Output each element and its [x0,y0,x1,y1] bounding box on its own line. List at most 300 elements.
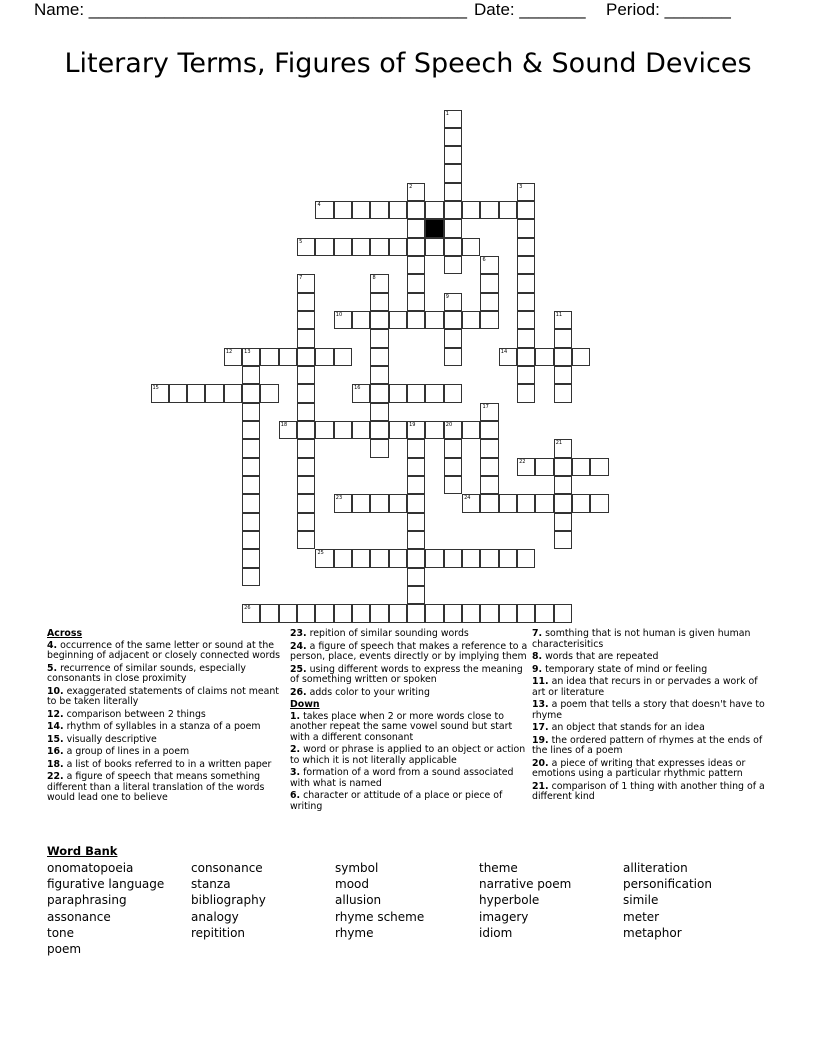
clue-number: 2 [409,183,413,190]
word-bank-item: tone [47,925,75,940]
clue-number: 6. [290,790,301,801]
clue-number: 21. [532,780,549,792]
crossword-cell[interactable] [444,183,462,201]
crossword-cell[interactable] [444,256,462,274]
crossword-cell[interactable] [462,421,480,439]
crossword-cell[interactable] [370,421,388,439]
crossword-cell[interactable] [389,494,407,512]
word-bank-item: bibliography [191,893,266,908]
crossword-cell[interactable] [444,549,462,567]
crossword-cell[interactable] [297,439,315,457]
clue-across [47,760,285,771]
crossword-cell[interactable] [480,256,498,274]
crossword-cell[interactable] [224,348,242,366]
clue-text: a figure of speech that makes a reference to a person, place, events directly or by implying them [290,640,528,662]
crossword-cell[interactable] [260,604,278,622]
crossword-cell[interactable] [554,494,572,512]
crossword-cell[interactable] [297,513,315,531]
word-bank-item: onomatopoeia [47,861,134,875]
crossword-cell[interactable] [554,384,572,402]
crossword-cell[interactable] [444,476,462,494]
clue-text: recurrence of similar sounds, especially consonants in close proximity [47,662,246,684]
crossword-cell[interactable] [334,348,352,366]
crossword-cell[interactable] [407,531,425,549]
crossword-cell[interactable] [334,201,352,219]
crossword-cell[interactable] [352,421,370,439]
word-bank-item: rhyme scheme [335,909,425,924]
crossword-cell[interactable] [407,274,425,292]
crossword-cell[interactable] [480,476,498,494]
crossword-cell[interactable] [572,494,590,512]
crossword-cell[interactable] [480,293,498,311]
crossword-cell[interactable] [407,513,425,531]
crossword-cell[interactable] [554,348,572,366]
crossword-cell[interactable] [151,384,169,402]
crossword-cell[interactable] [572,458,590,476]
crossword-cell[interactable] [425,238,443,256]
crossword-cell[interactable] [554,329,572,347]
crossword-cell[interactable] [407,476,425,494]
crossword-cell[interactable] [517,183,535,201]
crossword-cell[interactable] [334,549,352,567]
clue-text: adds color to your writing [309,686,430,698]
crossword-cell[interactable] [407,586,425,604]
crossword-cell[interactable] [297,293,315,311]
crossword-cell[interactable] [334,311,352,329]
crossword-cell[interactable] [462,238,480,256]
word-bank-item: imagery [479,909,529,924]
crossword-cell[interactable] [187,384,205,402]
word-bank-item: consonance [191,861,263,875]
clue-number: 18 [280,422,288,429]
crossword-cell[interactable] [554,366,572,384]
word-bank-item: idiom [479,925,513,940]
crossword-cell[interactable] [224,384,242,402]
clue-text: a list of books referred to in a written paper [66,758,272,770]
crossword-cell[interactable] [389,421,407,439]
crossword-cell[interactable] [480,403,498,421]
crossword-cell[interactable] [205,384,223,402]
crossword-cell[interactable] [260,348,278,366]
clue-across [290,642,528,663]
crossword-cell[interactable] [389,384,407,402]
crossword-cell[interactable] [480,604,498,622]
clue-across [290,665,528,686]
crossword-cell[interactable] [242,348,260,366]
clue-number: 9. [532,663,543,675]
crossword-cell[interactable] [517,549,535,567]
clue-text: rhythm of syllables in a stanza of a poem [66,721,261,732]
clue-number: 5. [47,662,58,674]
clue-across [290,629,528,640]
crossword-cell[interactable] [315,348,333,366]
clue-number: 24 [464,495,471,502]
crossword-cell[interactable] [389,201,407,219]
clue-down [532,677,770,698]
clue-number: 5 [299,238,303,245]
crossword-cell[interactable] [517,384,535,402]
clue-number: 1 [445,110,449,117]
crossword-cell[interactable] [389,311,407,329]
crossword-cell[interactable] [297,311,315,329]
crossword-cell[interactable] [517,238,535,256]
clue-number: 10. [47,685,64,697]
clue-number: 12. [47,708,64,720]
clue-text: comparison of 1 thing with another thing of a different kind [532,780,765,802]
crossword-cell[interactable] [370,439,388,457]
crossword-cell[interactable] [169,384,187,402]
crossword-cell[interactable] [425,201,443,219]
crossword-cell[interactable] [352,238,370,256]
clue-text: takes place when 2 or more words close to another repeat the same vowel sound but start with a different consonant [290,710,513,743]
word-bank-item: meter [623,909,660,924]
crossword-cell[interactable] [242,458,260,476]
clue-number: 9 [445,293,449,300]
crossword-cell[interactable] [480,311,498,329]
word-bank [47,860,767,957]
crossword-cell[interactable] [370,293,388,311]
clue-down [290,712,528,744]
crossword-cell[interactable] [334,494,352,512]
crossword-cell[interactable] [425,421,443,439]
crossword-cell[interactable] [334,604,352,622]
clue-text: a poem that tells a story that doesn't have to rhyme [532,699,765,721]
word-bank-item: theme [479,861,518,875]
down-heading: Down [290,699,320,710]
crossword-cell[interactable] [535,458,553,476]
crossword-cell[interactable] [554,513,572,531]
clue-down [532,629,770,650]
crossword-cell[interactable] [407,311,425,329]
clue-number: 18. [47,758,64,770]
crossword-cell[interactable] [480,549,498,567]
crossword-cell[interactable] [517,256,535,274]
crossword-cell[interactable] [499,549,517,567]
crossword-cell[interactable] [315,201,333,219]
crossword-cell[interactable] [517,219,535,237]
clue-number: 26. [290,686,307,698]
clue-number: 25 [317,550,324,557]
crossword-cell[interactable] [279,348,297,366]
crossword-cell[interactable] [462,604,480,622]
crossword-cell[interactable] [407,256,425,274]
clue-number: 11. [532,676,549,687]
word-bank-item: assonance [47,909,111,924]
crossword-cell[interactable] [444,384,462,402]
clue-number: 23 [335,495,343,502]
crossword-cell[interactable] [407,293,425,311]
crossword-cell[interactable] [297,531,315,549]
clue-text: a figure of speech that means something different than a literal translation of the words would lead one to believe [47,771,265,803]
clue-number: 19 [409,422,416,429]
word-bank-item: symbol [335,861,379,875]
crossword-cell[interactable] [517,348,535,366]
word-bank-item: simile [623,893,659,908]
crossword-cell[interactable] [480,458,498,476]
crossword-cell[interactable] [499,348,517,366]
crossword-cell[interactable] [352,384,370,402]
crossword-cell[interactable] [242,384,260,402]
crossword-cell[interactable] [242,421,260,439]
crossword-cell[interactable] [370,604,388,622]
name-field[interactable]: Name: ________________________________________ [34,0,467,19]
clue-text: repition of similar sounding words [309,628,469,639]
crossword-cell[interactable] [334,421,352,439]
clue-down [290,791,528,812]
word-bank-item: narrative poem [479,877,572,892]
word-bank-item: hyperbole [479,893,540,908]
clue-number: 25. [290,663,307,675]
crossword-cell[interactable] [242,568,260,586]
crossword-cell[interactable] [242,549,260,567]
crossword-cell[interactable] [444,604,462,622]
crossword-cell[interactable] [370,403,388,421]
clue-text: temporary state of mind or feeling [545,663,708,675]
crossword-cell[interactable] [297,403,315,421]
clue-number: 20 [445,422,453,429]
clue-number: 16. [47,746,64,757]
crossword-cell[interactable] [352,311,370,329]
crossword-cell[interactable] [297,366,315,384]
clue-text: a group of lines in a poem [66,746,190,757]
crossword-cell[interactable] [425,311,443,329]
crossword-cell[interactable] [444,110,462,128]
clue-number: 22. [47,771,64,782]
clue-down [532,782,770,803]
crossword-cell[interactable] [389,549,407,567]
crossword-cell[interactable] [242,494,260,512]
crossword-cell[interactable] [425,549,443,567]
clue-text: occurrence of the same letter or sound at the beginning of adjacent or closely connected words [47,639,281,661]
crossword-cell[interactable] [517,329,535,347]
crossword-cell[interactable] [242,513,260,531]
page-title: Literary Terms, Figures of Speech & Sound Devices [64,48,752,79]
crossword-cell[interactable] [444,293,462,311]
clue-text: somthing that is not human is given human characterisitics [532,628,751,650]
clue-number: 4. [47,639,58,651]
crossword-cell[interactable] [297,476,315,494]
crossword-cell[interactable] [370,329,388,347]
clue-down [532,736,770,757]
crossword-cell[interactable] [444,238,462,256]
crossword-cell[interactable] [444,219,462,237]
crossword-cell[interactable] [499,201,517,219]
clue-number: 3 [519,183,523,190]
crossword-cell[interactable] [242,604,260,622]
clue-down [532,700,770,721]
crossword-cell[interactable] [480,439,498,457]
crossword-cell[interactable] [517,366,535,384]
crossword-cell[interactable] [444,348,462,366]
crossword-cell[interactable] [407,458,425,476]
crossword-cell[interactable] [370,384,388,402]
clue-number: 23. [290,628,307,639]
crossword-cell[interactable] [370,549,388,567]
crossword-cell[interactable] [370,366,388,384]
crossword-cell[interactable] [462,549,480,567]
crossword-cell[interactable] [279,604,297,622]
crossword-cell[interactable] [517,274,535,292]
clue-text: exaggerated statements of claims not meant to be taken literally [47,685,279,707]
word-bank-item: paraphrasing [47,893,127,908]
clue-number: 26 [244,605,251,612]
crossword-cell[interactable] [535,604,553,622]
clue-across [47,710,285,721]
crossword-cell[interactable] [480,201,498,219]
crossword-cell[interactable] [389,238,407,256]
crossword-cell[interactable] [517,604,535,622]
clue-text: an idea that recurs in or pervades a work of art or literature [532,676,758,698]
crossword-cell[interactable] [242,366,260,384]
crossword-cell[interactable] [517,311,535,329]
crossword-cell[interactable] [444,439,462,457]
crossword-cell[interactable] [370,238,388,256]
crossword-cell[interactable] [370,494,388,512]
crossword-cell[interactable] [352,201,370,219]
crossword-cell[interactable] [297,274,315,292]
crossword-cell[interactable] [444,146,462,164]
crossword-cell[interactable] [334,238,352,256]
clue-text: an object that stands for an idea [551,722,705,733]
word-bank-item: repitition [191,925,246,940]
clue-number: 16 [354,385,361,392]
crossword-cell[interactable] [499,494,517,512]
crossword-cell[interactable] [352,494,370,512]
crossword-cell[interactable] [297,494,315,512]
crossword-cell[interactable] [444,164,462,182]
clue-number: 19. [532,734,549,746]
clue-across [47,687,285,708]
crossword-cell[interactable] [407,219,425,237]
clue-number: 15 [152,385,159,392]
crossword-cell[interactable] [590,494,608,512]
crossword-cell[interactable] [480,421,498,439]
crossword-cell[interactable] [297,604,315,622]
crossword-cell[interactable] [499,604,517,622]
crossword-cell[interactable] [572,348,590,366]
crossword-cell[interactable] [407,421,425,439]
clue-across [47,664,285,685]
clue-number: 22 [519,458,526,465]
crossword-cell[interactable] [535,348,553,366]
clue-number: 24. [290,640,307,652]
crossword-cell[interactable] [297,384,315,402]
crossword-cell[interactable] [554,311,572,329]
crossword-cell[interactable] [462,201,480,219]
crossword-cell[interactable] [425,604,443,622]
crossword-cell[interactable] [352,549,370,567]
crossword-cell[interactable] [315,604,333,622]
clue-across [47,747,285,758]
crossword-cell[interactable] [407,238,425,256]
crossword-cell[interactable] [554,476,572,494]
crossword-cell[interactable] [462,494,480,512]
crossword-cell[interactable] [407,604,425,622]
clue-number: 6 [482,257,486,264]
clue-down [532,759,770,780]
crossword-cell[interactable] [554,531,572,549]
clue-number: 14 [500,348,508,355]
clue-down [290,745,528,766]
clue-text: formation of a word from a sound associated with what is named [290,767,514,789]
crossword-cell[interactable] [517,458,535,476]
crossword-cell[interactable] [297,348,315,366]
crossword-cell[interactable] [554,458,572,476]
crossword-cell[interactable] [242,531,260,549]
crossword-cell[interactable] [370,311,388,329]
crossword-cell[interactable] [517,494,535,512]
word-bank-item: figurative language [47,877,165,892]
crossword-cell[interactable] [315,549,333,567]
crossword-cell[interactable] [535,494,553,512]
clue-number: 11 [555,312,563,319]
crossword-cell[interactable] [444,329,462,347]
clue-text: words that are repeated [545,651,659,662]
crossword-cell[interactable] [297,458,315,476]
crossword-cell[interactable] [407,494,425,512]
crossword-cell[interactable] [407,439,425,457]
clue-number: 3. [290,767,301,778]
period-field[interactable]: Period: _______ [606,0,731,19]
blocked-cell [425,219,443,237]
crossword-cell[interactable] [517,201,535,219]
crossword-cell[interactable] [444,421,462,439]
crossword-cell[interactable] [517,293,535,311]
crossword-cell[interactable] [370,348,388,366]
crossword-cell[interactable] [407,201,425,219]
crossword-cell[interactable] [480,494,498,512]
crossword-cell[interactable] [352,604,370,622]
word-bank-item: mood [335,877,369,892]
clue-text: the ordered pattern of rhymes at the ends of the lines of a poem [532,734,763,756]
crossword-cell[interactable] [370,274,388,292]
clue-number: 17 [482,403,489,410]
crossword-cell[interactable] [297,421,315,439]
crossword-cell[interactable] [407,549,425,567]
clue-number: 17. [532,722,549,733]
word-bank-title: Word Bank [47,844,118,858]
crossword-cell[interactable] [554,604,572,622]
crossword-cell[interactable] [590,458,608,476]
crossword-cell[interactable] [444,201,462,219]
crossword-cell[interactable] [554,439,572,457]
clue-text: character or attitude of a place or piece of writing [290,790,503,812]
clue-number: 15. [47,733,64,745]
crossword-cell[interactable] [407,183,425,201]
crossword-cell[interactable] [444,458,462,476]
crossword-cell[interactable] [279,421,297,439]
crossword-cell[interactable] [407,384,425,402]
crossword-cell[interactable] [444,311,462,329]
crossword-cell[interactable] [315,421,333,439]
crossword-cell[interactable] [297,238,315,256]
crossword-cell[interactable] [297,329,315,347]
clue-number: 20. [532,757,549,769]
crossword-cell[interactable] [425,384,443,402]
crossword-cell[interactable] [242,403,260,421]
crossword-cell[interactable] [389,604,407,622]
crossword-cell[interactable] [242,439,260,457]
crossword-cell[interactable] [242,476,260,494]
crossword-cell[interactable] [407,568,425,586]
crossword-cell[interactable] [462,311,480,329]
crossword-cell[interactable] [444,128,462,146]
crossword-cell[interactable] [480,274,498,292]
crossword-cell[interactable] [260,384,278,402]
crossword-cell[interactable] [315,238,333,256]
date-field[interactable]: Date: _______ [474,0,586,19]
crossword-cell[interactable] [370,201,388,219]
